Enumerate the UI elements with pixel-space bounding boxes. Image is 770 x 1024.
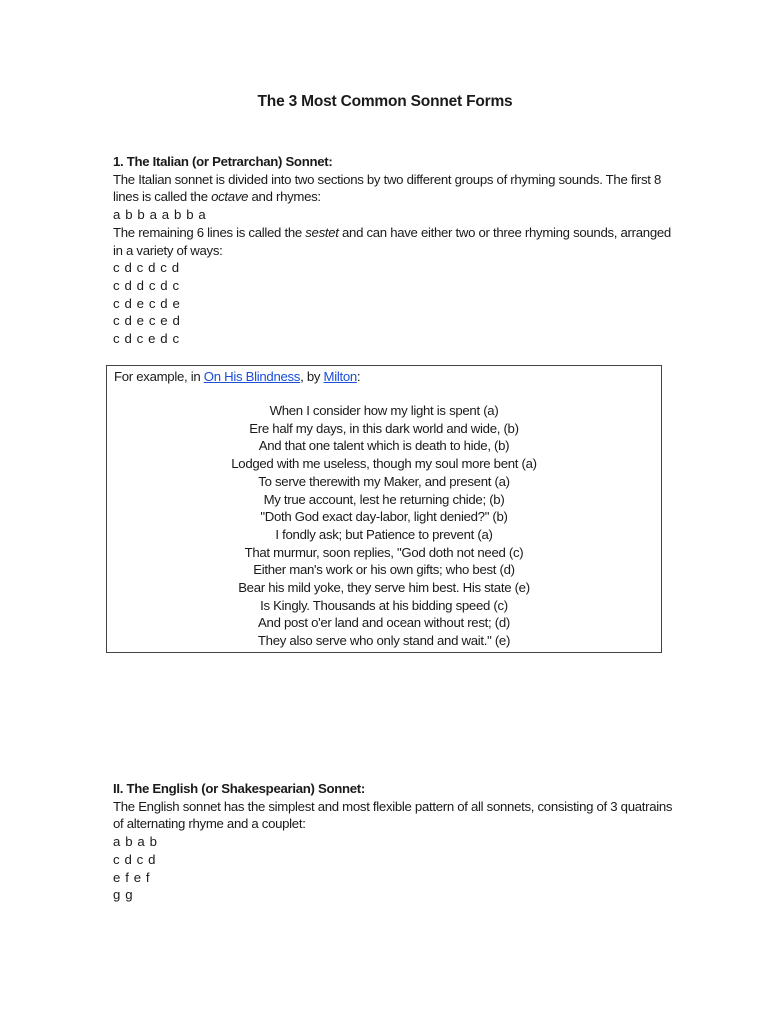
description-text: and rhymes:	[248, 189, 321, 205]
page-title: The 3 Most Common Sonnet Forms	[257, 93, 513, 110]
poem-line: When I consider how my light is spent (a)	[269, 403, 499, 418]
intro-text: For example, in	[114, 369, 204, 384]
poem-line: Lodged with me useless, though my soul more bent (a)	[231, 456, 537, 472]
italian-sonnet-section	[113, 153, 673, 348]
description-text: and can have either two or three rhyming sounds, arranged in a variety of ways:	[113, 224, 671, 258]
rhyme-pattern: a b b a a b b a	[113, 207, 207, 223]
english-description: The English sonnet has the simplest and most flexible pattern of all sonnets, consisting of 3 quatrains of alternating rhyme and a couplet:	[113, 798, 673, 832]
description-text: The remaining 6 lines is called the	[113, 224, 306, 240]
poem	[107, 402, 661, 650]
rhyme-pattern: c d c d c d	[113, 260, 180, 276]
poem-line: And that one talent which is death to hide, (b)	[258, 438, 510, 454]
rhyme-pattern: e f e f	[113, 869, 151, 885]
rhyme-pattern: c d e c d e	[113, 295, 181, 311]
octave-term: octave	[211, 189, 249, 205]
intro-text: , by	[300, 369, 324, 384]
octave-description	[113, 171, 673, 206]
rhyme-pattern: c d c e d c	[113, 331, 180, 347]
poem-line: My true account, lest he returning chide; (b)	[263, 491, 505, 507]
poem-line: That murmur, soon replies, "God doth not need (c)	[244, 544, 524, 560]
intro-text: :	[356, 369, 361, 384]
sestet-description	[113, 224, 673, 259]
example-box	[106, 365, 662, 653]
poem-line: To serve therewith my Maker, and present (a)	[258, 473, 510, 489]
poem-title-link[interactable]: On His Blindness	[203, 369, 301, 384]
rhyme-pattern: a b a b	[113, 834, 158, 850]
section-heading: II. The English (or Shakespearian) Sonnet:	[113, 781, 365, 796]
poem-line: "Doth God exact day-labor, light denied?" (b)	[260, 509, 508, 525]
section-heading: 1. The Italian (or Petrarchan) Sonnet:	[113, 154, 333, 169]
poem-line: And post o'er land and ocean without rest; (d)	[258, 615, 510, 631]
rhyme-pattern: g g	[113, 887, 134, 903]
poem-line: I fondly ask; but Patience to prevent (a)	[275, 526, 493, 542]
poem-line: Is Kingly. Thousands at his bidding speed (c)	[260, 597, 508, 613]
sestet-term: sestet	[305, 224, 339, 240]
poem-line: Ere half my days, in this dark world and wide, (b)	[249, 420, 519, 436]
rhyme-pattern: c d e c e d	[113, 313, 181, 329]
rhyme-pattern: c d c d	[113, 851, 157, 867]
rhyme-pattern: c d d c d c	[113, 277, 180, 293]
poem-line: Either man's work or his own gifts; who best (d)	[253, 562, 515, 578]
poem-line: They also serve who only stand and wait." (e)	[257, 633, 511, 649]
poem-line: Bear his mild yoke, they serve him best. His state (e)	[238, 580, 530, 596]
english-sonnet-section	[113, 780, 673, 904]
example-intro	[114, 368, 360, 386]
description-text: The Italian sonnet is divided into two sections by two different groups of rhyming sounds. The first 8 lines is called the	[113, 171, 662, 205]
poet-link[interactable]: Milton	[323, 369, 357, 384]
